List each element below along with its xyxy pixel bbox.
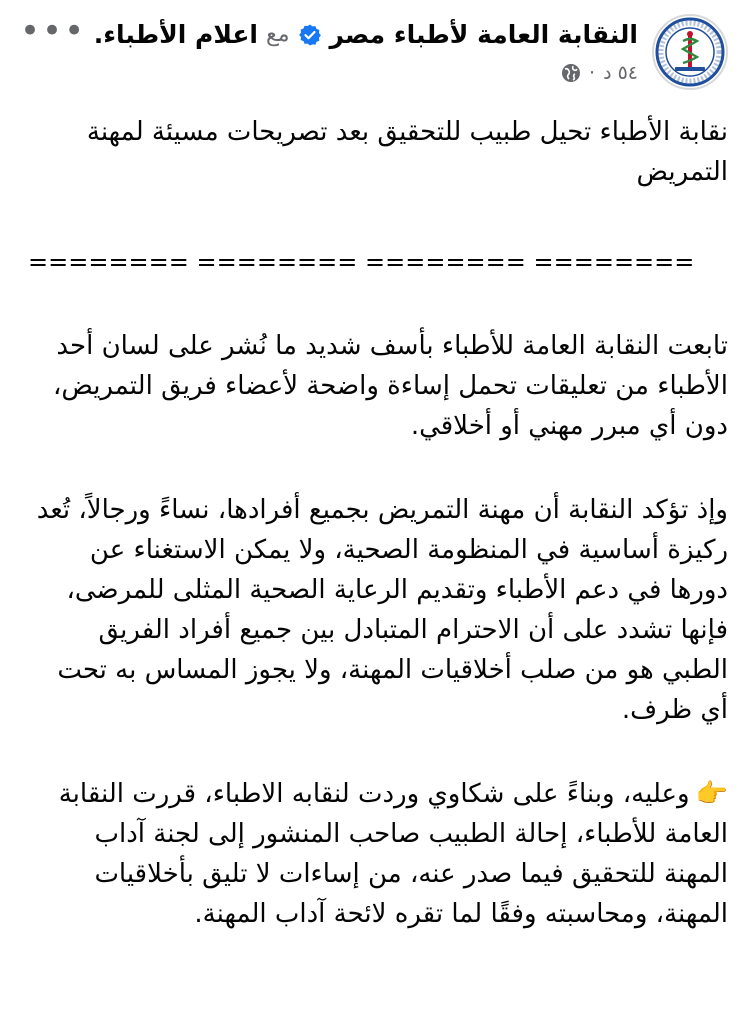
page-avatar[interactable] bbox=[652, 14, 728, 90]
post-meta bbox=[561, 62, 638, 84]
post-author-line bbox=[94, 18, 638, 52]
meta-dot: · bbox=[589, 62, 596, 84]
pointing-hand-icon: 👉 bbox=[695, 779, 728, 809]
page-name-link[interactable]: النقابة العامة لأطباء مصر bbox=[329, 20, 638, 49]
syndicate-logo bbox=[655, 17, 725, 87]
paragraph-1: تابعت النقابة العامة للأطباء بأسف شديد ما نُشر على لسان أحد الأطباء من تعليقات تحمل إساءة واضحة لأعضاء فريق التمريض، دون أي مبرر مهني أو أخلاقي. bbox=[52, 331, 728, 441]
paragraph-3-container bbox=[28, 774, 728, 934]
tagged-page-link[interactable]: اعلام الأطباء. bbox=[93, 20, 258, 49]
more-options-icon[interactable]: ••• bbox=[20, 11, 87, 51]
verified-badge-icon bbox=[298, 23, 322, 47]
post-headline: نقابة الأطباء تحيل طبيب للتحقيق بعد تصريحات مسيئة لمهنة التمريض bbox=[86, 117, 728, 187]
paragraph-2: وإذ تؤكد النقابة أن مهنة التمريض بجميع أفرادها، نساءً ورجالاً، تُعد ركيزة أساسية في المنظومة الصحية، ولا يمكن الاستغناء عن دورها في دعم الأطباء وتقديم الرعاية الصحية المثلى للمرضى، فإنها تشدد على أن الاحترام المتبادل بين جميع أفراد الفريق الطبي هو من صلب أخلاقيات المهنة، ولا يجوز المساس به تحت أي ظرف. bbox=[36, 495, 728, 725]
paragraph-3: وعليه، وبناءً على شكاوي وردت لنقابه الاطباء، قررت النقابة العامة للأطباء، إحالة الطبيب صاحب المنشور إلى لجنة آداب المهنة للتحقيق فيما صدر عنه، من إساءات لا تليق بأخلاقيات المهنة، ومحاسبته وفقًا لما تقره لائحة آداب المهنة. bbox=[58, 779, 728, 929]
post-header bbox=[0, 0, 750, 100]
post-text bbox=[28, 112, 728, 934]
with-label: مع bbox=[266, 22, 290, 47]
globe-icon[interactable] bbox=[561, 63, 581, 83]
separator-line: ======== ======== ======== ======== bbox=[28, 248, 695, 276]
post-time[interactable]: ٥٤ د bbox=[603, 62, 638, 84]
